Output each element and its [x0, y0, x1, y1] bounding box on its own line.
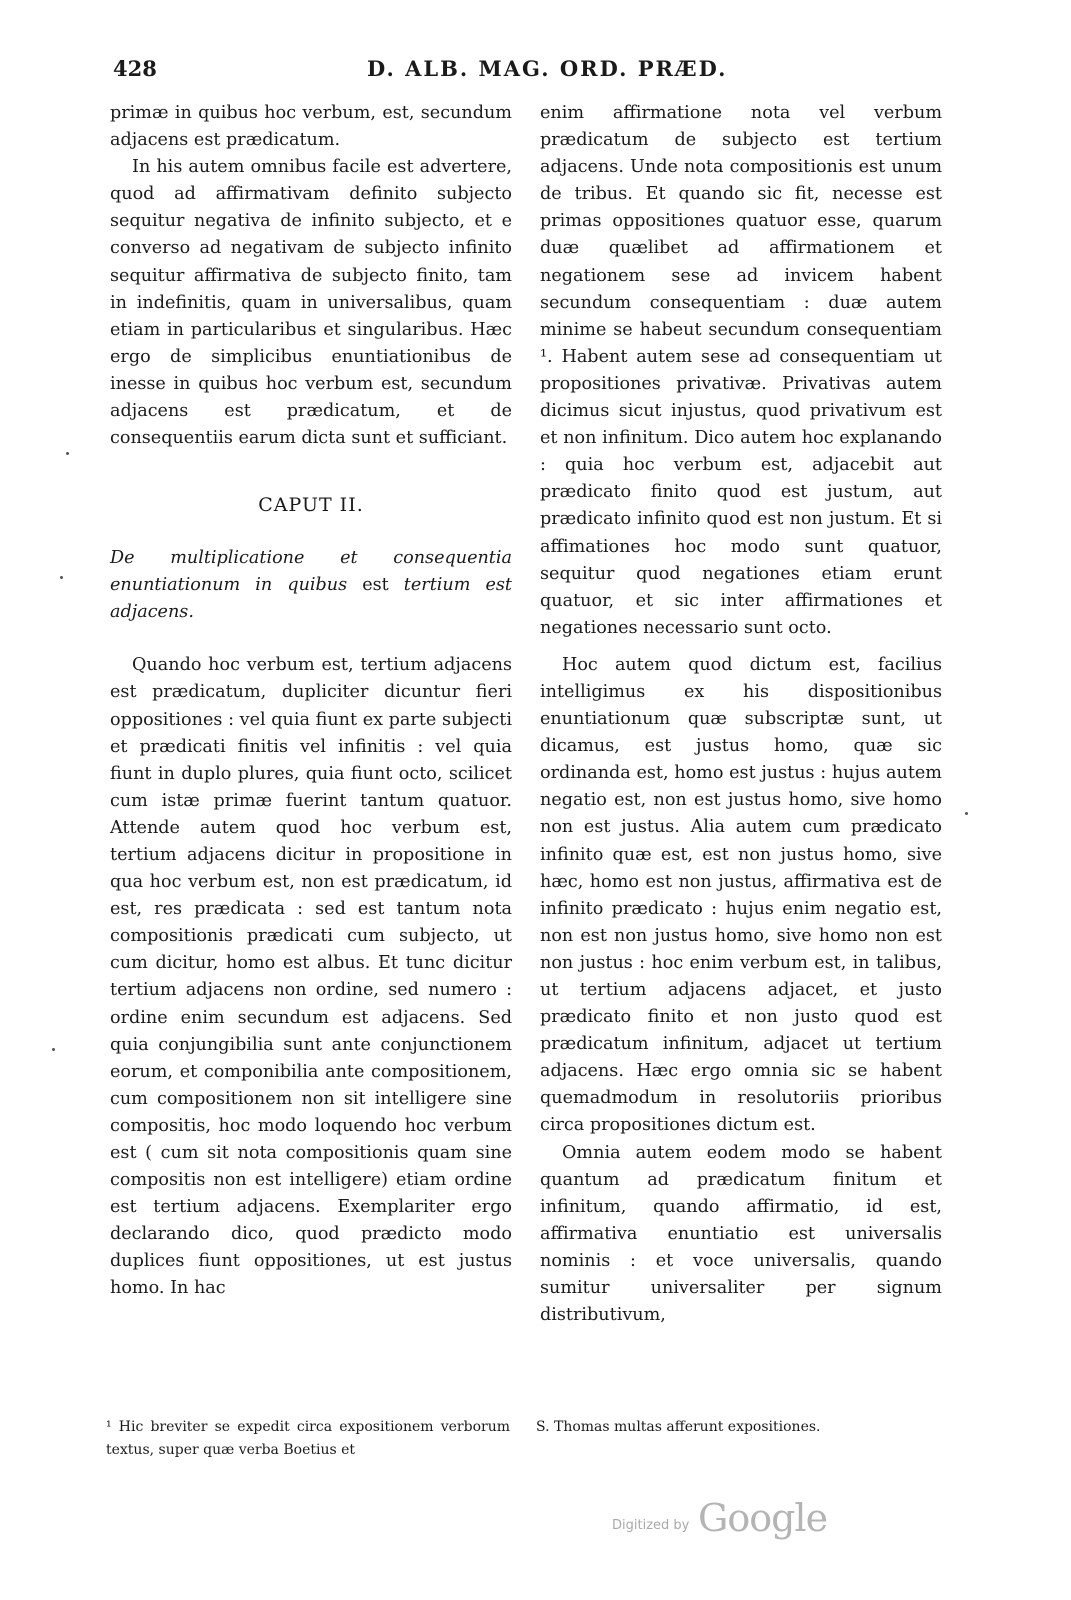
- digitized-label: Digitized by: [612, 1518, 690, 1533]
- chapter-subtitle-part-2: est: [347, 575, 404, 596]
- google-logo: Google: [698, 1496, 828, 1540]
- left-paragraph-3: Quando hoc verbum est, tertium adjacens est prædicatum, dupliciter dicuntur fieri oppositiones : vel quia fiunt ex parte subjecti et prædicati finitis vel infinitis : vel quia fiunt in duplo plures, quia fiunt octo, scilicet cum istæ primæ fuerint tantum quatuor. Attende autem quod hoc verbum est, tertium adjacens dicitur in propositione in qua hoc verbum est, non est prædicatum, id est, res prædicata : sed est tantum nota compositionis prædicati cum subjecto, ut cum dicitur, homo est albus. Et tunc dicitur tertium adjacens non ordine, sed numero : ordine enim secundum est adjacens. Sed quia conjungibilia sunt ante conjunctionem eorum, et componibilia ante compositionem, cum compositionem non sit intelligere sine compositis, hoc modo loquendo hoc verbum est ( cum sit nota compositionis quam sine compositis non est intelligere) etiam ordine est tertium adjacens. Exemplariter ergo declarando dico, quod prædicto modo duplices fiunt oppositiones, ut est justus homo. In hac: [110, 655, 512, 1299]
- footnote-right: S. Thomas multas afferunt expositiones.: [536, 1419, 821, 1435]
- scan-speck: [66, 452, 69, 455]
- right-paragraph-1: enim affirmatione nota vel verbum prædicatum de subjecto est tertium adjacens. Unde nota compositionis est unum de tribus. Et quando sic fit, necesse est primas oppositiones quatuor esse, quarum duæ quælibet ad affirmationem et negationem sese ad invicem habent secundum consequentiam : duæ autem minime se habeut secundum consequentiam ¹. Habent autem sese ad consequentiam ut propositiones privativæ. Privativas autem dicimus sicut injustus, quod privativum est et non infinitum. Dico autem hoc explanando : quia hoc verbum est, adjacebit aut prædicato finito quod est justum, aut prædicato infinito quod est non justum. Et si affimationes hoc modo sunt quatuor, sequitur quod negationes etiam erunt quatuor, et sic inter affirmationes et negationes necessario sunt octo.: [540, 103, 942, 638]
- footnote-left: ¹ Hic breviter se expedit circa expositionem verborum textus, super quæ verba Boetius et: [106, 1419, 510, 1458]
- page-number: 428: [113, 56, 157, 81]
- scan-speck: [60, 576, 63, 579]
- right-paragraph-2: Hoc autem quod dictum est, facilius intelligimus ex his dispositionibus enuntiationum quæ subscriptæ sunt, ut dicamus, est justus homo, quæ sic ordinanda est, homo est justus : hujus autem negatio est, non est justus homo, sive homo non est justus. Alia autem cum prædicato infinito quæ est, est non justus homo, sive hæc, homo est non justus, affirmativa est de infinito prædicato : hujus enim negatio est, non est non justus homo, sive homo non est non justus : hoc enim verbum est, in talibus, ut tertium adjacens adjacet, et justo prædicato finito et non justo quod est prædicatum infinitum, adjacet ut tertium adjacens. Hæc ergo omnia sic se habent quemadmodum in resolutoriis prioribus circa propositiones dictum est.: [540, 654, 942, 1136]
- scan-speck: [965, 812, 968, 815]
- scan-speck: [52, 1048, 55, 1051]
- chapter-subtitle: [110, 545, 512, 626]
- chapter-heading: CAPUT II.: [258, 494, 364, 517]
- running-title: D. ALB. MAG. ORD. PRÆD.: [367, 56, 728, 81]
- chapter-subtitle-part-3: tertium est adjacens.: [110, 575, 512, 623]
- right-paragraph-3: Omnia autem eodem modo se habent quantum ad prædicatum finitum et infinitum, quando affirmatio, id est, affirmativa enuntiatio est universalis nominis : et voce universalis, quando sumitur universaliter per signum distributivum,: [540, 1142, 942, 1326]
- left-paragraph-2: In his autem omnibus facile est advertere, quod ad affirmativam definito subjecto sequitur negativa de infinito subjecto, et e converso ad negativam de subjecto infinito sequitur affirmativa de subjecto finito, tam in indefinitis, quam in universalibus, quam etiam in particularibus et singularibus. Hæc ergo de simplicibus enuntiationibus de inesse in quibus hoc verbum est, secundum adjacens est prædicatum, et de consequentiis earum dicta sunt et sufficiant.: [110, 157, 512, 449]
- left-paragraph-1: primæ in quibus hoc verbum, est, secundum adjacens est prædicatum.: [110, 103, 512, 151]
- left-column: [110, 100, 512, 1303]
- running-header: [107, 56, 967, 86]
- chapter-subtitle-part-1: De multiplicatione et consequentia enuntiationum in quibus: [110, 548, 512, 596]
- right-column: [540, 100, 942, 1329]
